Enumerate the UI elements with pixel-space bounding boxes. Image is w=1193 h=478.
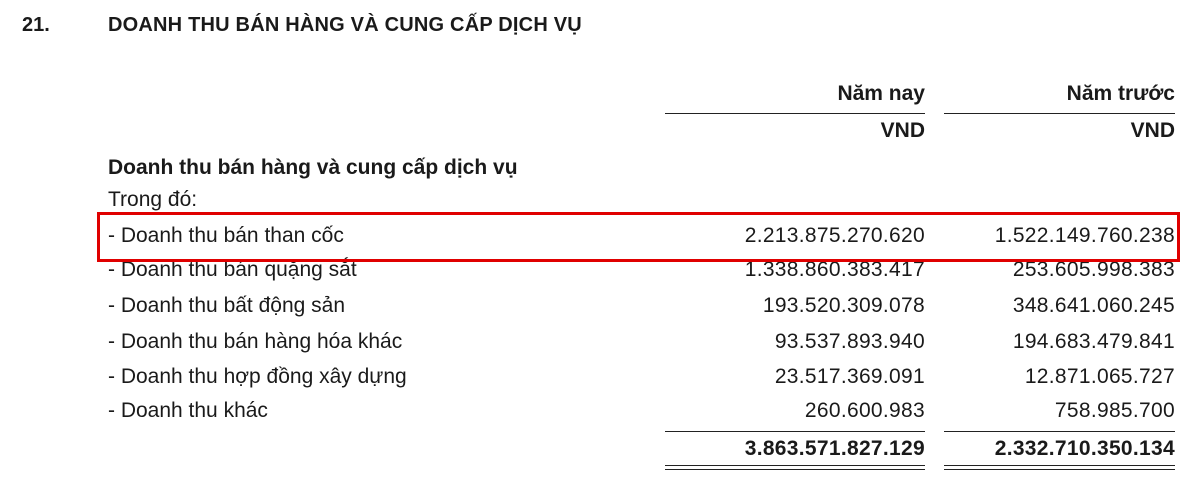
column-header-current-year: Năm nay: [837, 82, 925, 105]
row-value-current: 93.537.893.940: [774, 330, 925, 353]
section-number: 21.: [22, 14, 50, 36]
row-value-previous: 758.985.700: [1054, 399, 1175, 422]
section-title: DOANH THU BÁN HÀNG VÀ CUNG CẤP DỊCH VỤ: [108, 14, 582, 36]
table-row: [0, 328, 1193, 362]
table-row: [0, 222, 1193, 256]
row-value-current: 260.600.983: [804, 399, 925, 422]
total-double-rule-current: [665, 465, 925, 470]
table-row: [0, 292, 1193, 326]
column-header-previous-year: Năm trước: [1066, 82, 1175, 105]
table-row: [0, 256, 1193, 290]
row-label: - Doanh thu hợp đồng xây dựng: [108, 365, 407, 388]
row-value-previous: 348.641.060.245: [1012, 294, 1175, 317]
column-header-rule-current: [665, 113, 925, 114]
total-rule-previous: [944, 431, 1175, 432]
row-value-current: 1.338.860.383.417: [744, 258, 925, 281]
row-label: - Doanh thu bán than cốc: [108, 224, 344, 247]
row-value-previous: 12.871.065.727: [1024, 365, 1175, 388]
column-header-rule-previous: [944, 113, 1175, 114]
column-unit-previous: VND: [1130, 119, 1175, 142]
row-label: - Doanh thu khác: [108, 399, 268, 422]
row-label: - Doanh thu bất động sản: [108, 294, 346, 317]
total-value-previous: 2.332.710.350.134: [994, 437, 1175, 460]
row-value-previous: 194.683.479.841: [1012, 330, 1175, 353]
table-row: [0, 363, 1193, 397]
row-label: - Doanh thu bán quặng sắt: [108, 258, 357, 281]
row-value-current: 193.520.309.078: [762, 294, 925, 317]
row-label: - Doanh thu bán hàng hóa khác: [108, 330, 403, 353]
row-value-current: 23.517.369.091: [774, 365, 925, 388]
row-value-current: 2.213.875.270.620: [744, 224, 925, 247]
row-value-previous: 1.522.149.760.238: [994, 224, 1175, 247]
revenue-subheading: Trong đó:: [108, 188, 198, 211]
total-double-rule-previous: [944, 465, 1175, 470]
total-value-current: 3.863.571.827.129: [744, 437, 925, 460]
table-row: [0, 397, 1193, 431]
total-rule-current: [665, 431, 925, 432]
row-value-previous: 253.605.998.383: [1012, 258, 1175, 281]
revenue-heading: Doanh thu bán hàng và cung cấp dịch vụ: [108, 156, 518, 179]
column-unit-current: VND: [880, 119, 925, 142]
